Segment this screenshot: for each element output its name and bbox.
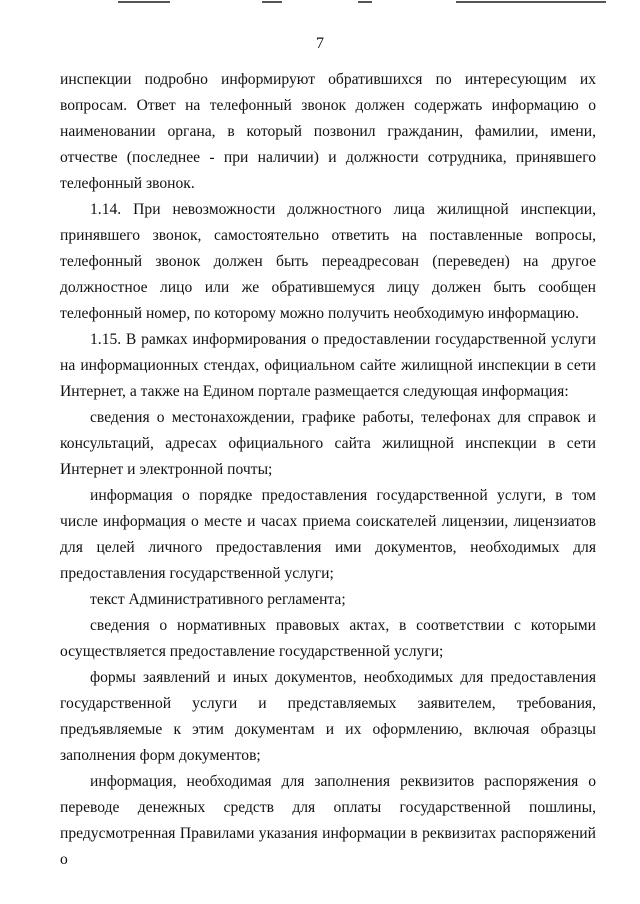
paragraph-7: сведения о нормативных правовых актах, в соответствии с которыми осуществляется предоставление государственной услуги; <box>60 617 596 660</box>
body-text <box>60 67 596 873</box>
paragraph-1: инспекции подробно информируют обратившихся по интересующим их вопросам. Ответ на телефонный звонок должен содержать информацию о наименовании органа, в который позвонил гражданин, фамилии, имени, отчестве (последнее - при наличии) и должности сотрудника, принявшего телефонный звонок. <box>60 71 596 192</box>
paragraph-8: формы заявлений и иных документов, необходимых для предоставления государственной услуги и представляемых заявителем, требования, предъявляемые к этим документам и их оформлению, включая образцы заполнения форм документов; <box>60 669 596 764</box>
paragraph-9: информация, необходимая для заполнения реквизитов распоряжения о переводе денежных средств для оплаты государственной пошлины, предусмотренная Правилами указания информации в реквизитах распоряжений о <box>60 773 596 868</box>
page-number: 7 <box>316 35 324 52</box>
paragraph-2: 1.14. При невозможности должностного лица жилищной инспекции, принявшего звонок, самостоятельно ответить на поставленные вопросы, телефонный звонок должен быть переадресован (переведен) на другое должностное лицо или же обратившемуся лицу должен быть сообщен телефонный номер, по которому можно получить необходимую информацию. <box>60 201 596 322</box>
paragraph-6: текст Административного регламента; <box>90 591 346 608</box>
top-edge-rules <box>0 0 640 4</box>
paragraph-4: сведения о местонахождении, графике работы, телефонах для справок и консультаций, адресах официального сайта жилищной инспекции в сети Интернет и электронной почты; <box>60 409 596 478</box>
paragraph-3: 1.15. В рамках информирования о предоставлении государственной услуги на информационных стендах, официальном сайте жилищной инспекции в сети Интернет, а также на Едином портале размещается следующая информация: <box>60 331 596 400</box>
paragraph-5: информация о порядке предоставления государственной услуги, в том числе информация о месте и часах приема соискателей лицензии, лицензиатов для целей личного предоставления ими документов, необходимых для предоставления государственной услуги; <box>60 487 596 582</box>
